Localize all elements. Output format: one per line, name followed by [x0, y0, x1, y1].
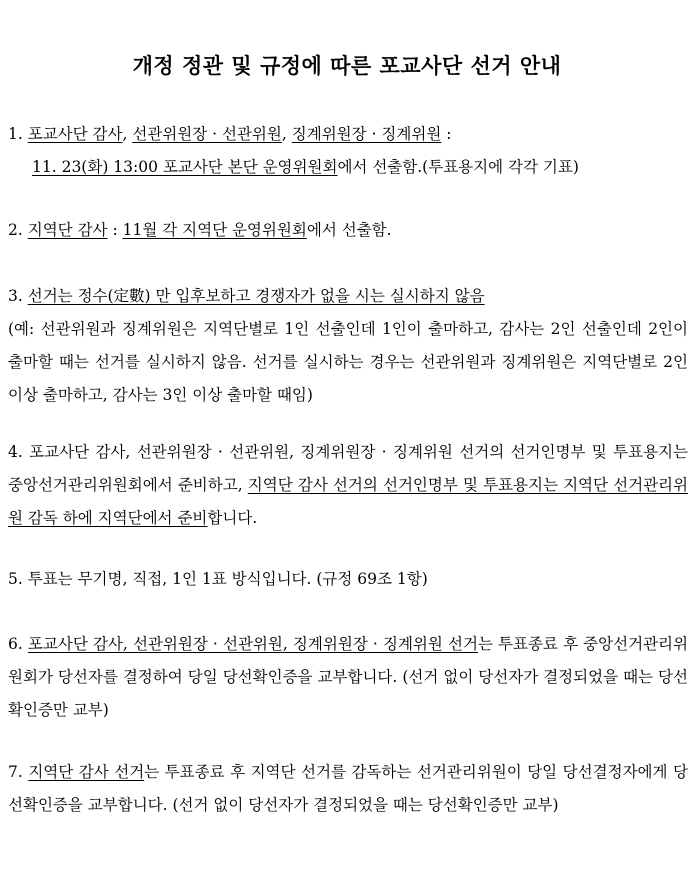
item-6-text: 는 투표종료 후 중앙선거관리위원회가 당선자를 결정하여 당일 당선확인증을 교부합니다. (선거 없이 당선자가 결정되었을 때는 당선확인증만 교부) — [8, 635, 688, 719]
notice-item-3 — [8, 280, 688, 412]
item-1-meeting: 11. 23(화) 13:00 포교사단 본단 운영위원회 — [32, 158, 338, 176]
item-7-election: 지역단 감사 선거 — [28, 763, 145, 781]
item-6-elections: 포교사단 감사, 선관위원장 · 선관위원, 징계위원장 · 징계위원 선거 — [27, 635, 478, 653]
item-number: 7. — [8, 763, 29, 781]
item-4-central: 포교사단 감사, 선관위원장 · 선관위원, 징계위원장 · 징계위원 선거의 선거인명부 및 투표용지는 중앙선거관리위원회에서 준비하고, — [8, 443, 688, 494]
notice-item-5 — [8, 563, 688, 596]
notice-item-2 — [8, 214, 688, 247]
page-title: 개정 정관 및 규정에 따른 포교사단 선거 안내 — [132, 53, 562, 78]
item-number: 5. — [8, 570, 28, 588]
item-1-auditor: 포교사단 감사 — [27, 125, 123, 143]
item-3-example: (예: 선관위원과 징계위원은 지역단별로 1인 선출인데 1인이 출마하고, 감사는 2인 선출인데 2인이 출마할 때는 선거를 실시하지 않음. 선거를 실시하는 경우는 선관위원과 징계위원은 지역단별로 2인 이상 출마하고, 감사는 3인 이상 출마할 때임) — [8, 320, 688, 404]
item-1-sep: , — [122, 125, 133, 143]
item-3-rule: 선거는 정수(定數) 만 입후보하고 경쟁자가 없을 시는 실시하지 않음 — [27, 287, 485, 305]
item-4-regional: 지역단 감사 선거의 선거인명부 및 투표용지는 지역단 선거관리위원 감독 하에 지역단에서 준비 — [8, 476, 688, 527]
item-1-election-committee: 선관위원장 · 선관위원 — [132, 125, 282, 143]
item-number: 1. — [8, 125, 28, 143]
item-number: 6. — [8, 635, 28, 653]
notice-item-1 — [8, 118, 688, 184]
item-1-discipline-committee: 징계위원장 · 징계위원 — [291, 125, 442, 143]
item-2-colon: : — [107, 221, 123, 239]
item-1-colon: : — [441, 125, 452, 143]
item-number: 3. — [8, 287, 28, 305]
item-number: 2. — [8, 221, 28, 239]
item-2-auditor: 지역단 감사 — [27, 221, 108, 239]
notice-item-4 — [8, 436, 688, 535]
notice-item-7 — [8, 756, 688, 822]
item-1-line-2 — [8, 151, 688, 184]
item-7-text: 는 투표종료 후 지역단 선거를 감독하는 선거관리위원이 당일 당선결정자에게 당선확인증을 교부합니다. (선거 없이 당선자가 결정되었을 때는 당선확인증만 교부) — [8, 763, 688, 814]
item-2-meeting: 11월 각 지역단 운영위원회 — [122, 221, 307, 239]
item-1-line-1 — [8, 118, 688, 151]
item-5-text: 투표는 무기명, 직접, 1인 1표 방식입니다. (규정 69조 1항) — [27, 570, 428, 588]
notice-item-6 — [8, 628, 688, 727]
item-1-sep-2: , — [281, 125, 292, 143]
item-2-detail: 에서 선출함. — [306, 221, 392, 239]
item-4-end: 합니다. — [207, 509, 258, 527]
item-1-detail: 에서 선출함.(투표용지에 각각 기표) — [337, 158, 579, 176]
item-number: 4. — [8, 443, 30, 461]
